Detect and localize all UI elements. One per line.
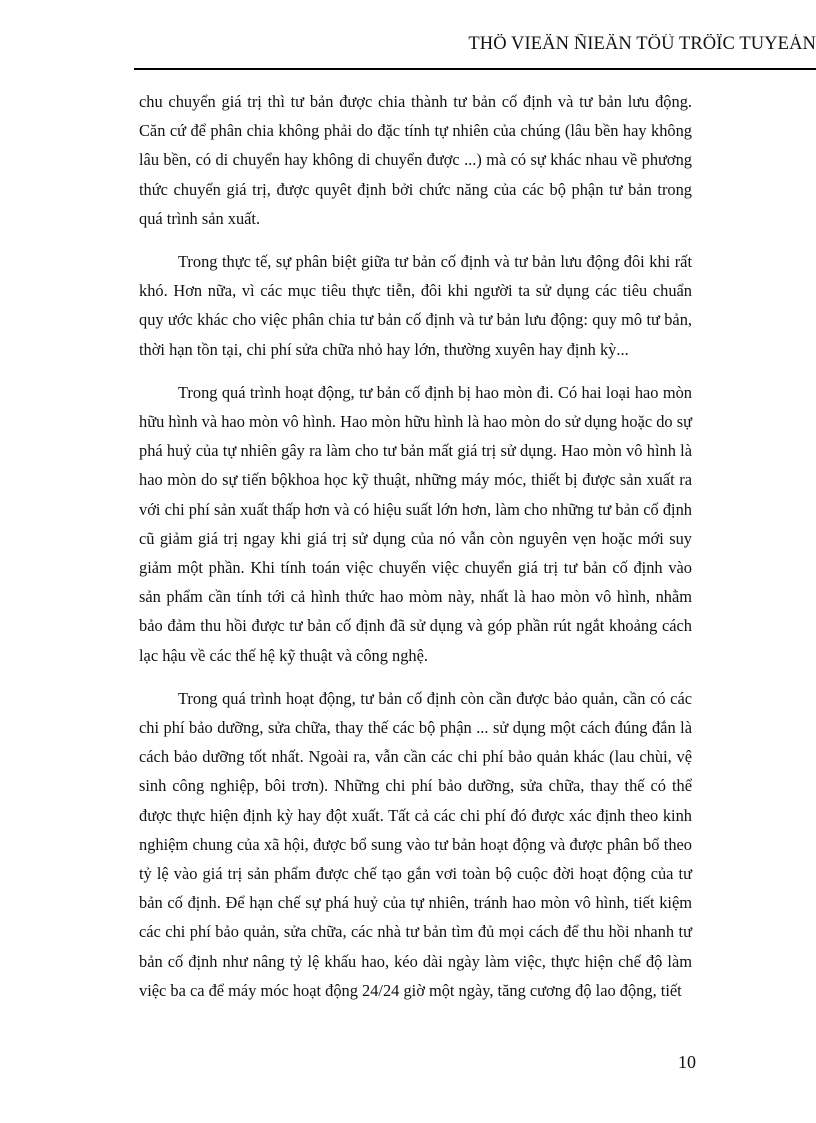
body-text — [139, 87, 692, 1005]
paragraph-1: chu chuyển giá trị thì tư bản được chia thành tư bản cố định và tư bản lưu động. Căn cứ để phân chia không phải do đặc tính tự nhiên của chúng (lâu bền hay không lâu bền, có di chuyển hay không di chuyển được ...) mà có sự khác nhau về phương thức chuyển giá trị, được quyêt định bởi chức năng của các bộ phận tư bản trong quá trình sản xuất. — [139, 92, 692, 228]
page-header-title: THÖ VIEÄN ÑIEÄN TÖÛ TRÖÏC TUYEÁN — [468, 34, 816, 54]
paragraph-4: Trong quá trình hoạt động, tư bản cố định còn cần được bảo quản, cần có các chi phí bảo dưỡng, sửa chữa, thay thế các bộ phận ... sử dụng một cách đúng đắn là cách bảo dưỡng tốt nhất. Ngoài ra, vẫn cần các chi phí bảo quản khác (lau chùi, vệ sinh công nghiệp, bôi trơn). Những chi phí bảo dưỡng, sửa chữa, thay thế có thể được thực hiện định kỳ hay đột xuất. Tất cả các chi phí đó được xác định theo kinh nghiệm chung của xã hội, được bổ sung vào tư bản hoạt động và được phân bổ theo tỷ lệ vào giá trị sản phẩm được chế tạo gắn vơi toàn bộ cuộc đời hoạt động của tư bản cố định. Để hạn chế sự phá huỷ của tự nhiên, tránh hao mòn vô hình, tiết kiệm các chi phí bảo quản, sửa chữa, các nhà tư bản tìm đủ mọi cách để thu hồi nhanh tư bản cố định như nâng tỷ lệ khấu hao, kéo dài ngày làm việc, thực hiện chế độ làm việc ba ca để máy móc hoạt động 24/24 giờ một ngày, tăng cương độ lao động, tiết — [139, 688, 692, 1000]
paragraph-3: Trong quá trình hoạt động, tư bản cố định bị hao mòn đi. Có hai loại hao mòn hữu hình và hao mòn vô hình. Hao mòn hữu hình là hao mòn do sử dụng hoặc do sự phá huỷ của tự nhiên gây ra làm cho tư bản mất giá trị sử dụng. Hao mòn vô hình là hao mòn do sự tiến bộkhoa học kỹ thuật, những máy móc, thiết bị được sản xuất ra với chi phí sản xuất thấp hơn và có hiệu suất lớn hơn, làm cho những tư bản cố định cũ giảm giá trị ngay khi giá trị sử dụng của nó vẫn còn nguyên vẹn hoặc mới suy giảm một phần. Khi tính toán việc chuyển việc chuyển giá trị tư bản cố định vào sản phẩm cần tính tới cả hình thức hao mòm này, nhất là hao mòn vô hình, nhằm bảo đảm thu hồi được tư bản cố định đã sử dụng và góp phần rút ngắt khoảng cách lạc hậu về các thế hệ kỹ thuật và công nghệ. — [139, 382, 692, 665]
header-divider — [134, 68, 816, 70]
page-number: 10 — [678, 1052, 696, 1072]
paragraph-2: Trong thực tế, sự phân biệt giữa tư bản cố định và tư bản lưu động đôi khi rất khó. Hơn nữa, vì các mục tiêu thực tiễn, đôi khi người ta sử dụng các tiêu chuẩn quy ước khác cho việc phân chia tư bản cố định và tư bản lưu động: quy mô tư bản, thời hạn tồn tại, chi phí sửa chữa nhỏ hay lớn, thường xuyên hay định kỳ... — [139, 252, 692, 359]
